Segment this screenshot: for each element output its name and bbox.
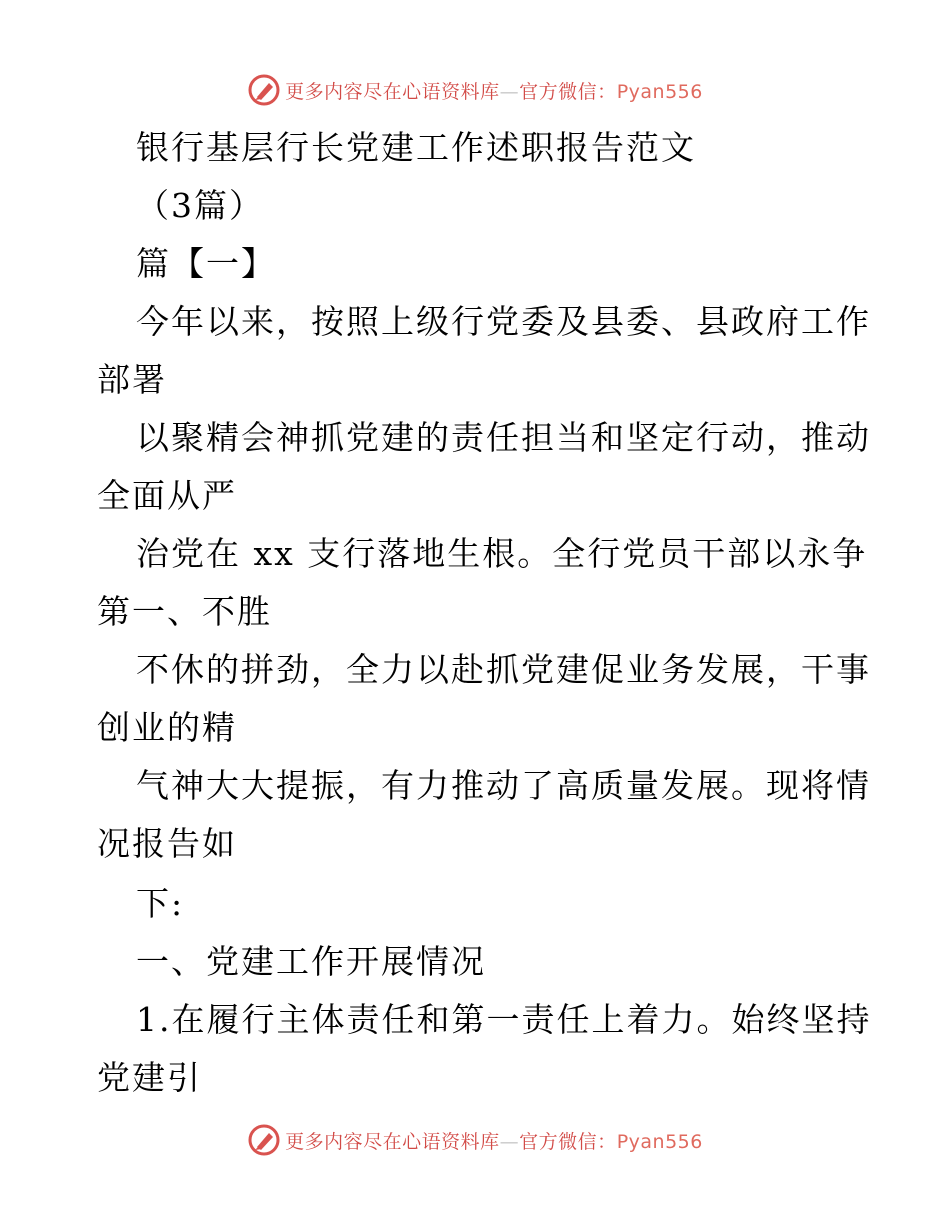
paragraph-line: 第一、不胜: [97, 592, 272, 631]
paragraph-line: 全面从严: [97, 476, 237, 515]
subsection-heading: 一、党建工作开展情况: [136, 942, 486, 981]
paragraph-line: 党建引: [97, 1058, 202, 1097]
banner-wechat-label: 官方微信：: [519, 1130, 617, 1153]
brand-logo-icon: [247, 1123, 281, 1157]
paragraph-line: 今年以来，按照上级行党委及县委、县政府工作: [136, 302, 871, 341]
banner-wechat-id: Pyan556: [616, 80, 703, 103]
brand-logo-icon: [247, 73, 281, 107]
paragraph-line: 1.在履行主体责任和第一责任上着力。始终坚持: [136, 1000, 872, 1039]
paragraph-line: 气神大大提振，有力推动了高质量发展。现将情: [136, 766, 871, 805]
banner-text: [285, 1127, 703, 1154]
paragraph-line: 创业的精: [97, 708, 237, 747]
section-heading: 篇【一】: [136, 244, 276, 283]
paragraph-line: 况报告如: [97, 824, 237, 863]
paragraph-line: 部署: [97, 360, 167, 399]
banner-wechat-label: 官方微信：: [519, 80, 617, 103]
document-title: 银行基层行长党建工作述职报告范文: [136, 128, 696, 167]
footer-banner: [0, 1120, 950, 1160]
paragraph-line: 以聚精会神抓党建的责任担当和坚定行动，推动: [136, 418, 871, 457]
paragraph-line: 治党在 xx 支行落地生根。全行党员干部以永争: [136, 534, 868, 573]
document-subtitle: （3篇）: [136, 186, 264, 225]
paragraph-line: 不休的拼劲，全力以赴抓党建促业务发展，干事: [136, 650, 871, 689]
banner-wechat-id: Pyan556: [616, 1130, 703, 1153]
banner-dash: —: [499, 1130, 520, 1153]
banner-text: [285, 77, 703, 104]
paragraph-line: 下:: [136, 884, 185, 923]
header-banner: [0, 70, 950, 110]
banner-title: 更多内容尽在心语资料库: [285, 80, 500, 103]
banner-title: 更多内容尽在心语资料库: [285, 1130, 500, 1153]
banner-dash: —: [499, 80, 520, 103]
